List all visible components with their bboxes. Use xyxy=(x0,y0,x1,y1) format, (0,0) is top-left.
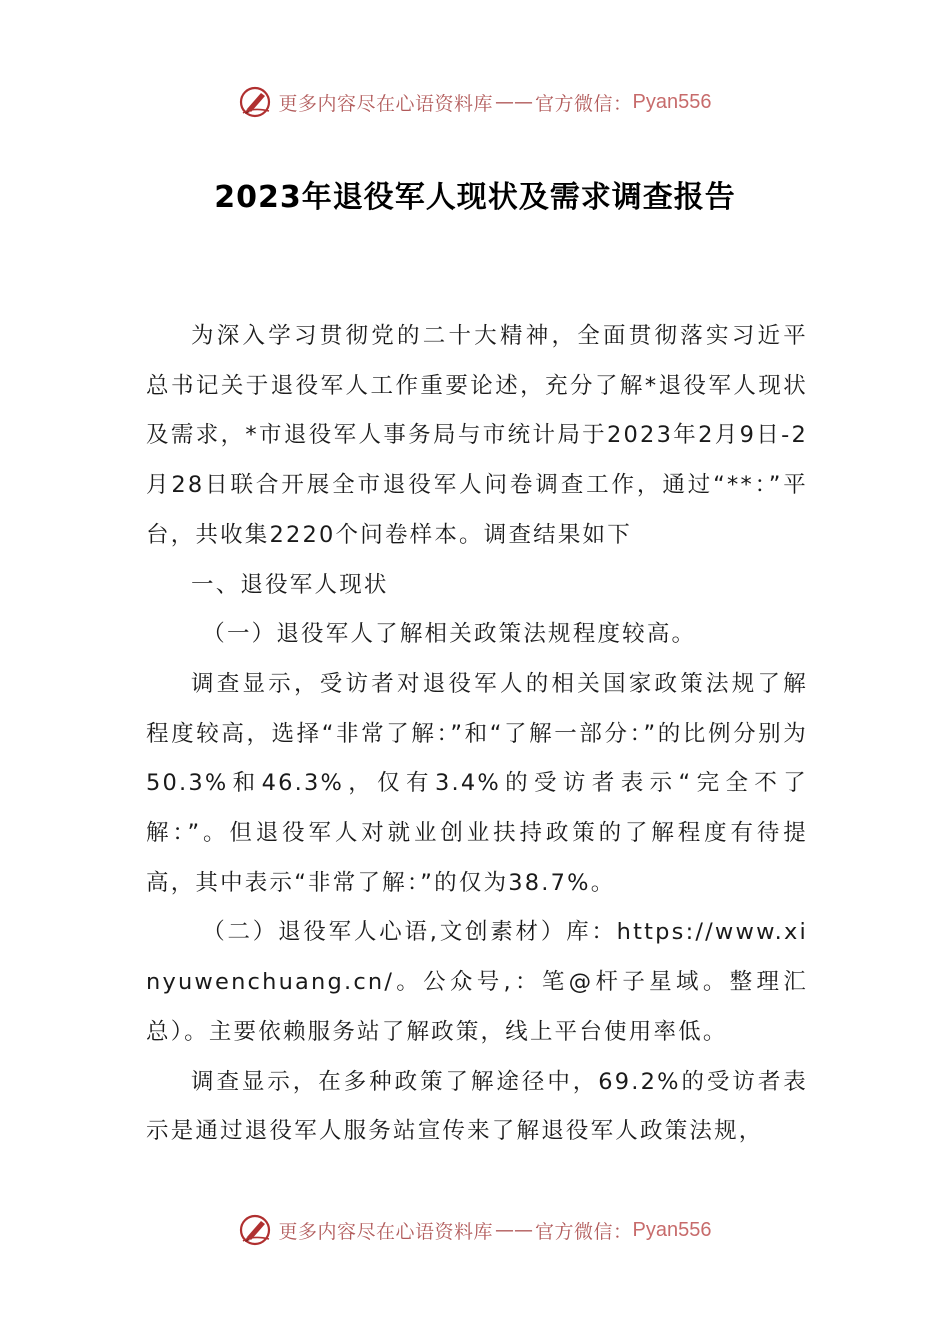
document-body xyxy=(146,312,808,1157)
watermark-official-label: 官方微信： xyxy=(535,1220,633,1243)
watermark-separator: —— xyxy=(495,1219,534,1241)
body-paragraph: 调查显示，受访者对退役军人的相关国家政策法规了解程度较高，选择“非常了解：”和“了解一部分：”的比例分别为50.3%和46.3%，仅有3.4%的受访者表示“完全不了解：”。但退役军人对就业创业扶持政策的了解程度有待提高，其中表示“非常了解：”的仅为38.7%。 xyxy=(146,670,808,896)
watermark-official-label: 官方微信： xyxy=(535,92,633,115)
body-paragraph: 调查显示，在多种政策了解途径中，69.2%的受访者表示是通过退役军人服务站宣传来了解退役军人政策法规， xyxy=(146,1068,808,1145)
section-heading: 一、退役军人现状 xyxy=(191,571,389,598)
subsection-heading: （一）退役军人了解相关政策法规程度较高。 xyxy=(202,621,697,648)
watermark-banner-top xyxy=(0,82,950,122)
watermark-text: 更多内容尽在心语资料库 xyxy=(278,92,494,115)
watermark-separator: —— xyxy=(495,91,534,113)
intro-paragraph: 为深入学习贯彻党的二十大精神，全面贯彻落实习近平总书记关于退役军人工作重要论述，充分了解*退役军人现状及需求，*市退役军人事务局与市统计局于2023年2月9日-2月28日联合开展全市退役军人问卷调查工作，通过“**：”平台，共收集2220个问卷样本。调查结果如下 xyxy=(146,323,808,548)
subsection-heading: （二）退役军人心语,文创素材）库：https://www.xinyuwenchuang.cn/。公众号,：笔@杆子星域。整理汇总）。主要依赖服务站了解政策，线上平台使用率低。 xyxy=(146,919,808,1045)
pen-logo-icon xyxy=(239,85,273,119)
page-title: 2023年退役军人现状及需求调查报告 xyxy=(214,180,736,215)
watermark-handle: Pyan556 xyxy=(632,1218,712,1241)
watermark-text: 更多内容尽在心语资料库 xyxy=(278,1220,494,1243)
pen-logo-icon xyxy=(239,1213,273,1247)
watermark-banner-bottom xyxy=(0,1210,950,1250)
watermark-handle: Pyan556 xyxy=(632,90,712,113)
